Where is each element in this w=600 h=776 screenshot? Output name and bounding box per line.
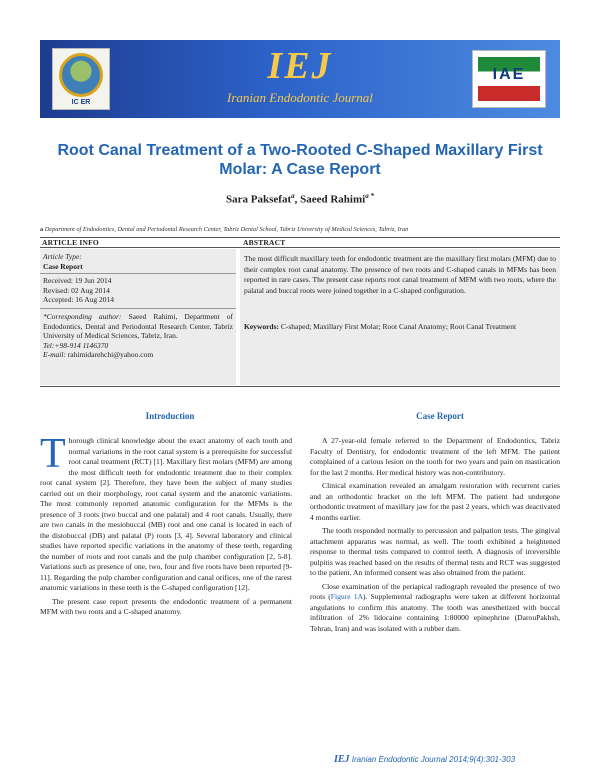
paragraph: A 27-year-old female referred to the Department of Endodontics, Tabriz Faculty of Dentistry, for endodontic treatment of the left MFM. The patient complained of a carious lesion on the tooth for two years and pain on mastication for the last 2 months. Her medical history was non-contributory.	[310, 436, 560, 477]
paragraph: The tooth responded normally to percussion and palpation tests. The gingival attachment apparatus was normal, as well. The tooth exhibited a heightened response to thermal tests compared to control teeth. A diagnosis of irreversible pulpitis was reached based on the results of thermal tests and RCT was suggested to the patient. An informed consent was also obtained from the patient.	[310, 526, 560, 577]
paragraph-text: Close examination of the periapical radiograph revealed the presence of two roots (	[310, 581, 560, 601]
keywords	[240, 322, 560, 333]
divider	[40, 237, 560, 238]
affiliation-mark: a	[40, 226, 44, 233]
author-line	[0, 192, 600, 206]
email-line	[43, 350, 233, 360]
corresponding-author	[40, 312, 236, 360]
journal-name: Iranian Endodontic Journal	[227, 90, 373, 105]
paragraph: Clinical examination revealed an amalgam restoration with recurrent caries and an orthodontic bracket on the left MFM. The patient had undergone orthodontic treatment of maxillary jaw for the past 2 years, which was deactivated 4 months earlier.	[310, 481, 560, 522]
email-label: E-mail:	[43, 350, 66, 359]
author-separator: ,	[294, 193, 298, 206]
article-type	[40, 252, 236, 271]
article-type-value: Case Report	[43, 261, 83, 271]
case-report-heading: Case Report	[416, 411, 464, 421]
article-info-heading: ARTICLE INFO	[42, 238, 99, 247]
affiliation-text: Department of Endodontics, Dental and Periodontal Research Center, Tabriz Dental School, Tabriz University of Medical Sciences, Tabriz, Iran	[44, 226, 409, 233]
received-date: Received: 19 Jun 2014	[43, 276, 112, 285]
iae-logo-text: IAE	[492, 66, 526, 83]
journal-banner	[40, 40, 560, 118]
paragraph-text: horough clinical knowledge about the exact anatomy of each tooth and normal variations in the root canal system is a prerequisite for successful root canal treatment (RCT) [1]. Maxillary first molars (MFM) are among the most difficult teeth for endodontic treatment due to their complex root canal system [2]. Therefore, they have been the subject of many studies carried out on their morphology, root canal system and the anatomic variations. The most commonly reported anatomic configuration for the MFMs is the presence of 3 roots (two buccal and one palatal) and 4 root canals. Usually, there are two canals in the mesiobuccal (MB) root and one canal is located in each of the distobuccal (DB) and palatal (P) roots [3, 4]. Several laboratory and clinical studies have reported specific variations in the anatomy of these teeth, regarding the number of roots and root canals and the pulp chamber configuration [2, 5-8]. Variations such as presence of one, two, four and five roots have been reported [9-11]. Regarding the pulp chamber configuration and canal orifices, one of the rarest anatomic variations in these teeth is the C-shaped configuration [12].	[40, 436, 292, 592]
divider	[40, 386, 560, 387]
journal-abbr: IEJ	[267, 45, 333, 87]
email-link[interactable]: rahimidarehchi@yahoo.com	[65, 350, 154, 359]
corresponding-label: *Corresponding author:	[43, 312, 122, 321]
icer-logo-text: IC ER	[71, 99, 91, 106]
author-name: Sara Paksefat	[226, 193, 292, 206]
abstract-text: The most difficult maxillary teeth for endodontic treatment are the maxillary first molars (MFM) due to their complex root canal anatomy. The presence of two roots and C-shaped canals in MFMs has been reported in rare cases. The present case reports root canal treatment of MFM with two roots, where the palatal and buccal roots were joined together in a C-shaped configuration.	[244, 254, 556, 295]
introduction-column	[40, 431, 292, 621]
paragraph	[310, 582, 560, 635]
telephone: Tel:+98-914 1146370	[43, 340, 109, 350]
divider	[40, 247, 560, 248]
author-mark: a	[291, 192, 295, 200]
article-dates	[40, 276, 236, 305]
footer-citation: Iranian Endodontic Journal 2014;9(4):301-303	[349, 755, 516, 764]
introduction-heading: Introduction	[145, 411, 195, 421]
keywords-label: Keywords:	[244, 322, 279, 331]
article-title: Root Canal Treatment of a Two-Rooted C-Shaped Maxillary First Molar: A Case Report	[57, 142, 543, 178]
paragraph: The present case report presents the endodontic treatment of a permanent MFM with two roots and a C-shaped anatomy.	[40, 596, 292, 616]
figure-link[interactable]: Figure 1A	[330, 592, 363, 601]
paragraph-text: ). Supplemental radiographs were taken at different horizontal angulations to confirm this anatomy. The tooth was anesthetized with buccal infiltration of 2% lidocaine containing 1:80000 epinephrine (DarouPakhsh, Tehran, Iran) and was isolated with a rubber dam.	[310, 592, 560, 633]
author-mark: a *	[365, 192, 374, 200]
revised-date: Revised: 02 Aug 2014	[43, 285, 110, 295]
article-type-label: Article Type:	[43, 252, 82, 261]
author-name: Saeed Rahimi	[300, 193, 366, 206]
drop-cap: T	[40, 431, 66, 477]
divider	[40, 273, 236, 274]
abstract-heading: ABSTRACT	[243, 238, 286, 247]
iae-logo	[472, 50, 546, 108]
paragraph	[40, 431, 292, 594]
case-report-column	[310, 436, 560, 637]
accepted-date: Accepted: 16 Aug 2014	[43, 295, 115, 304]
divider	[40, 308, 236, 309]
footer-journal-abbr: IEJ	[334, 754, 350, 765]
page-footer	[334, 754, 515, 765]
corresponding-text: Saeed Rahimi, Department of Endodontics, Dental and Periodontal Research Center, Tabriz University of Medical Sciences, Tabriz, Iran.	[43, 312, 233, 340]
keywords-list: C-shaped; Maxillary First Molar; Root Canal Anatomy; Root Canal Treatment	[279, 322, 517, 331]
affiliation	[40, 226, 560, 233]
